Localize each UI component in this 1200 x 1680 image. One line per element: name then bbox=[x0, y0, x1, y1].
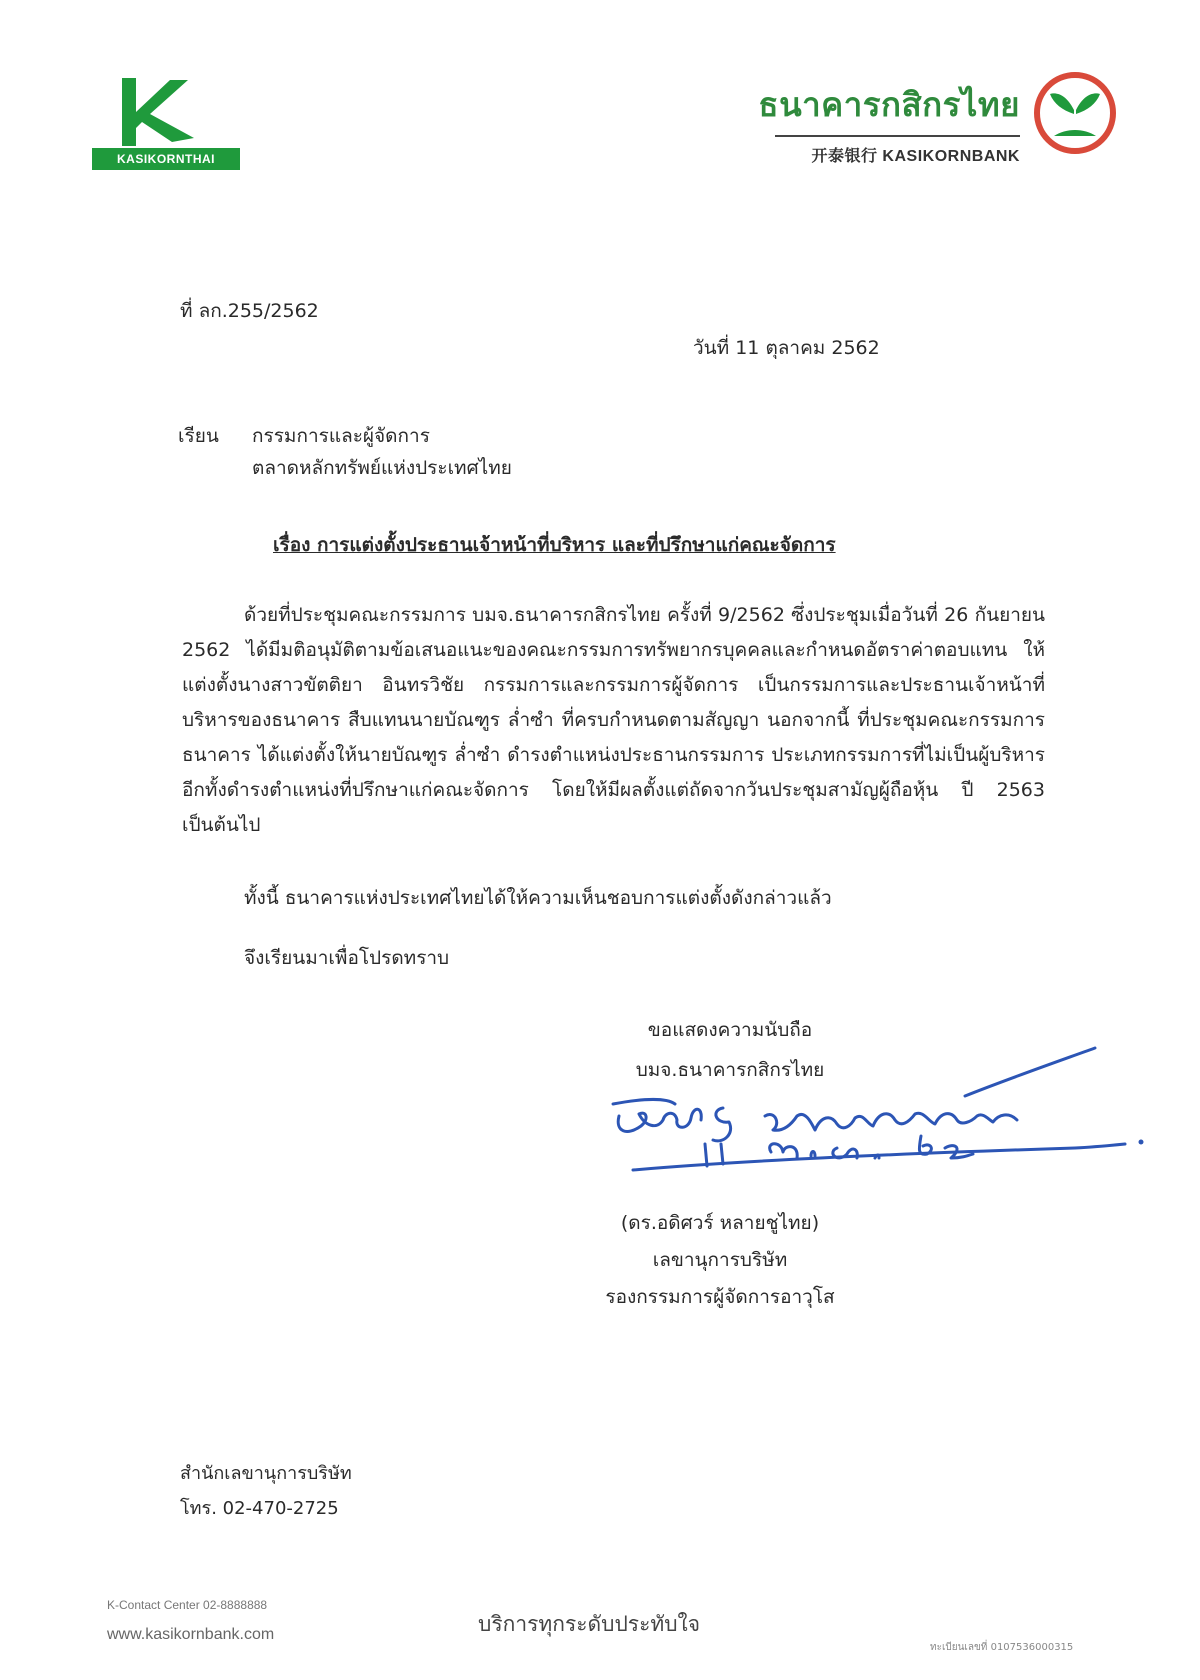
office-name: สำนักเลขานุการบริษัท bbox=[180, 1463, 352, 1484]
signer-title-2: รองกรรมการผู้จัดการอาวุโส bbox=[605, 1286, 835, 1308]
bank-name-english: 开泰银行 KASIKORNBANK bbox=[811, 148, 1020, 165]
footer-slogan: บริการทุกระดับประทับใจ bbox=[478, 1612, 701, 1636]
recipient-label: เรียน bbox=[178, 425, 219, 447]
rice-plant-emblem-icon bbox=[1032, 70, 1118, 156]
kasikornbank-emblem bbox=[1032, 70, 1118, 160]
signer-name: (ดร.อดิศวร์ หลายชูไทย) bbox=[620, 1212, 820, 1234]
closing-regards: ขอแสดงความนับถือ bbox=[647, 1019, 813, 1041]
registration-number: ทะเบียนเลขที่ 0107536000315 bbox=[930, 1642, 1074, 1653]
approval-paragraph: ทั้งนี้ ธนาคารแห่งประเทศไทยได้ให้ความเห็นชอบการแต่งตั้งดังกล่าวแล้ว bbox=[244, 887, 832, 909]
body-paragraph bbox=[182, 598, 1045, 843]
recipient-line-2: ตลาดหลักทรัพย์แห่งประเทศไทย bbox=[252, 457, 512, 479]
logo-label: KASIKORNTHAI bbox=[92, 148, 240, 170]
signer-title-1: เลขานุการบริษัท bbox=[652, 1249, 788, 1271]
reference-number: ที่ ลก.255/2562 bbox=[180, 300, 319, 322]
letter-date: วันที่ 11 ตุลาคม 2562 bbox=[693, 337, 880, 359]
k-logo-icon bbox=[92, 72, 240, 150]
website-link[interactable]: www.kasikornbank.com bbox=[107, 1626, 275, 1643]
letter-subject: เรื่อง การแต่งตั้งประธานเจ้าหน้าที่บริหาร และที่ปรึกษาแก่คณะจัดการ bbox=[273, 534, 836, 556]
notice-paragraph: จึงเรียนมาเพื่อโปรดทราบ bbox=[244, 947, 450, 969]
body-paragraph-text: ด้วยที่ประชุมคณะกรรมการ บมจ.ธนาคารกสิกรไทย ครั้งที่ 9/2562 ซึ่งประชุมเมื่อวันที่ 26 กันยายน 2562 ได้มีมติอนุมัติตามข้อเสนอแนะของคณะกรรมการทรัพยากรบุคคลและกำหนดอัตราค่าตอบแทน ให้แต่งตั้งนางสาวขัตติยา อินทรวิชัย กรรมการและกรรมการผู้จัดการ เป็นกรรมการและประธานเจ้าหน้าที่บริหารของธนาคาร สืบแทนนายบัณฑูร ล่ำซำ ที่ครบกำหนดตามสัญญา นอกจากนี้ ที่ประชุมคณะกรรมการธนาคาร ได้แต่งตั้งให้นายบัณฑูร ล่ำซำ ดำรงตำแหน่งประธานกรรมการ ประเภทกรรมการที่ไม่เป็นผู้บริหาร อีกทั้งดำรงตำแหน่งที่ปรึกษาแก่คณะจัดการ โดยให้มีผลตั้งแต่ถัดจากวันประชุมสามัญผู้ถือหุ้น ปี 2563 เป็นต้นไป bbox=[182, 604, 1045, 836]
heading-divider bbox=[775, 135, 1020, 137]
footer-contact bbox=[107, 1595, 274, 1645]
handwritten-signature bbox=[605, 1040, 1145, 1214]
bank-name-thai: ธนาคารกสิกรไทย bbox=[758, 85, 1020, 124]
office-phone: โทร. 02-470-2725 bbox=[180, 1498, 339, 1519]
signer-block bbox=[520, 1205, 920, 1316]
kasikornthai-logo bbox=[92, 72, 240, 172]
office-contact bbox=[180, 1456, 352, 1526]
contact-center: K-Contact Center 02-8888888 bbox=[107, 1598, 268, 1612]
closing-company: บมจ.ธนาคารกสิกรไทย bbox=[635, 1059, 825, 1081]
bank-heading bbox=[758, 78, 1020, 166]
signature-icon bbox=[605, 1040, 1145, 1210]
recipient-line-1: กรรมการและผู้จัดการ bbox=[252, 425, 430, 447]
